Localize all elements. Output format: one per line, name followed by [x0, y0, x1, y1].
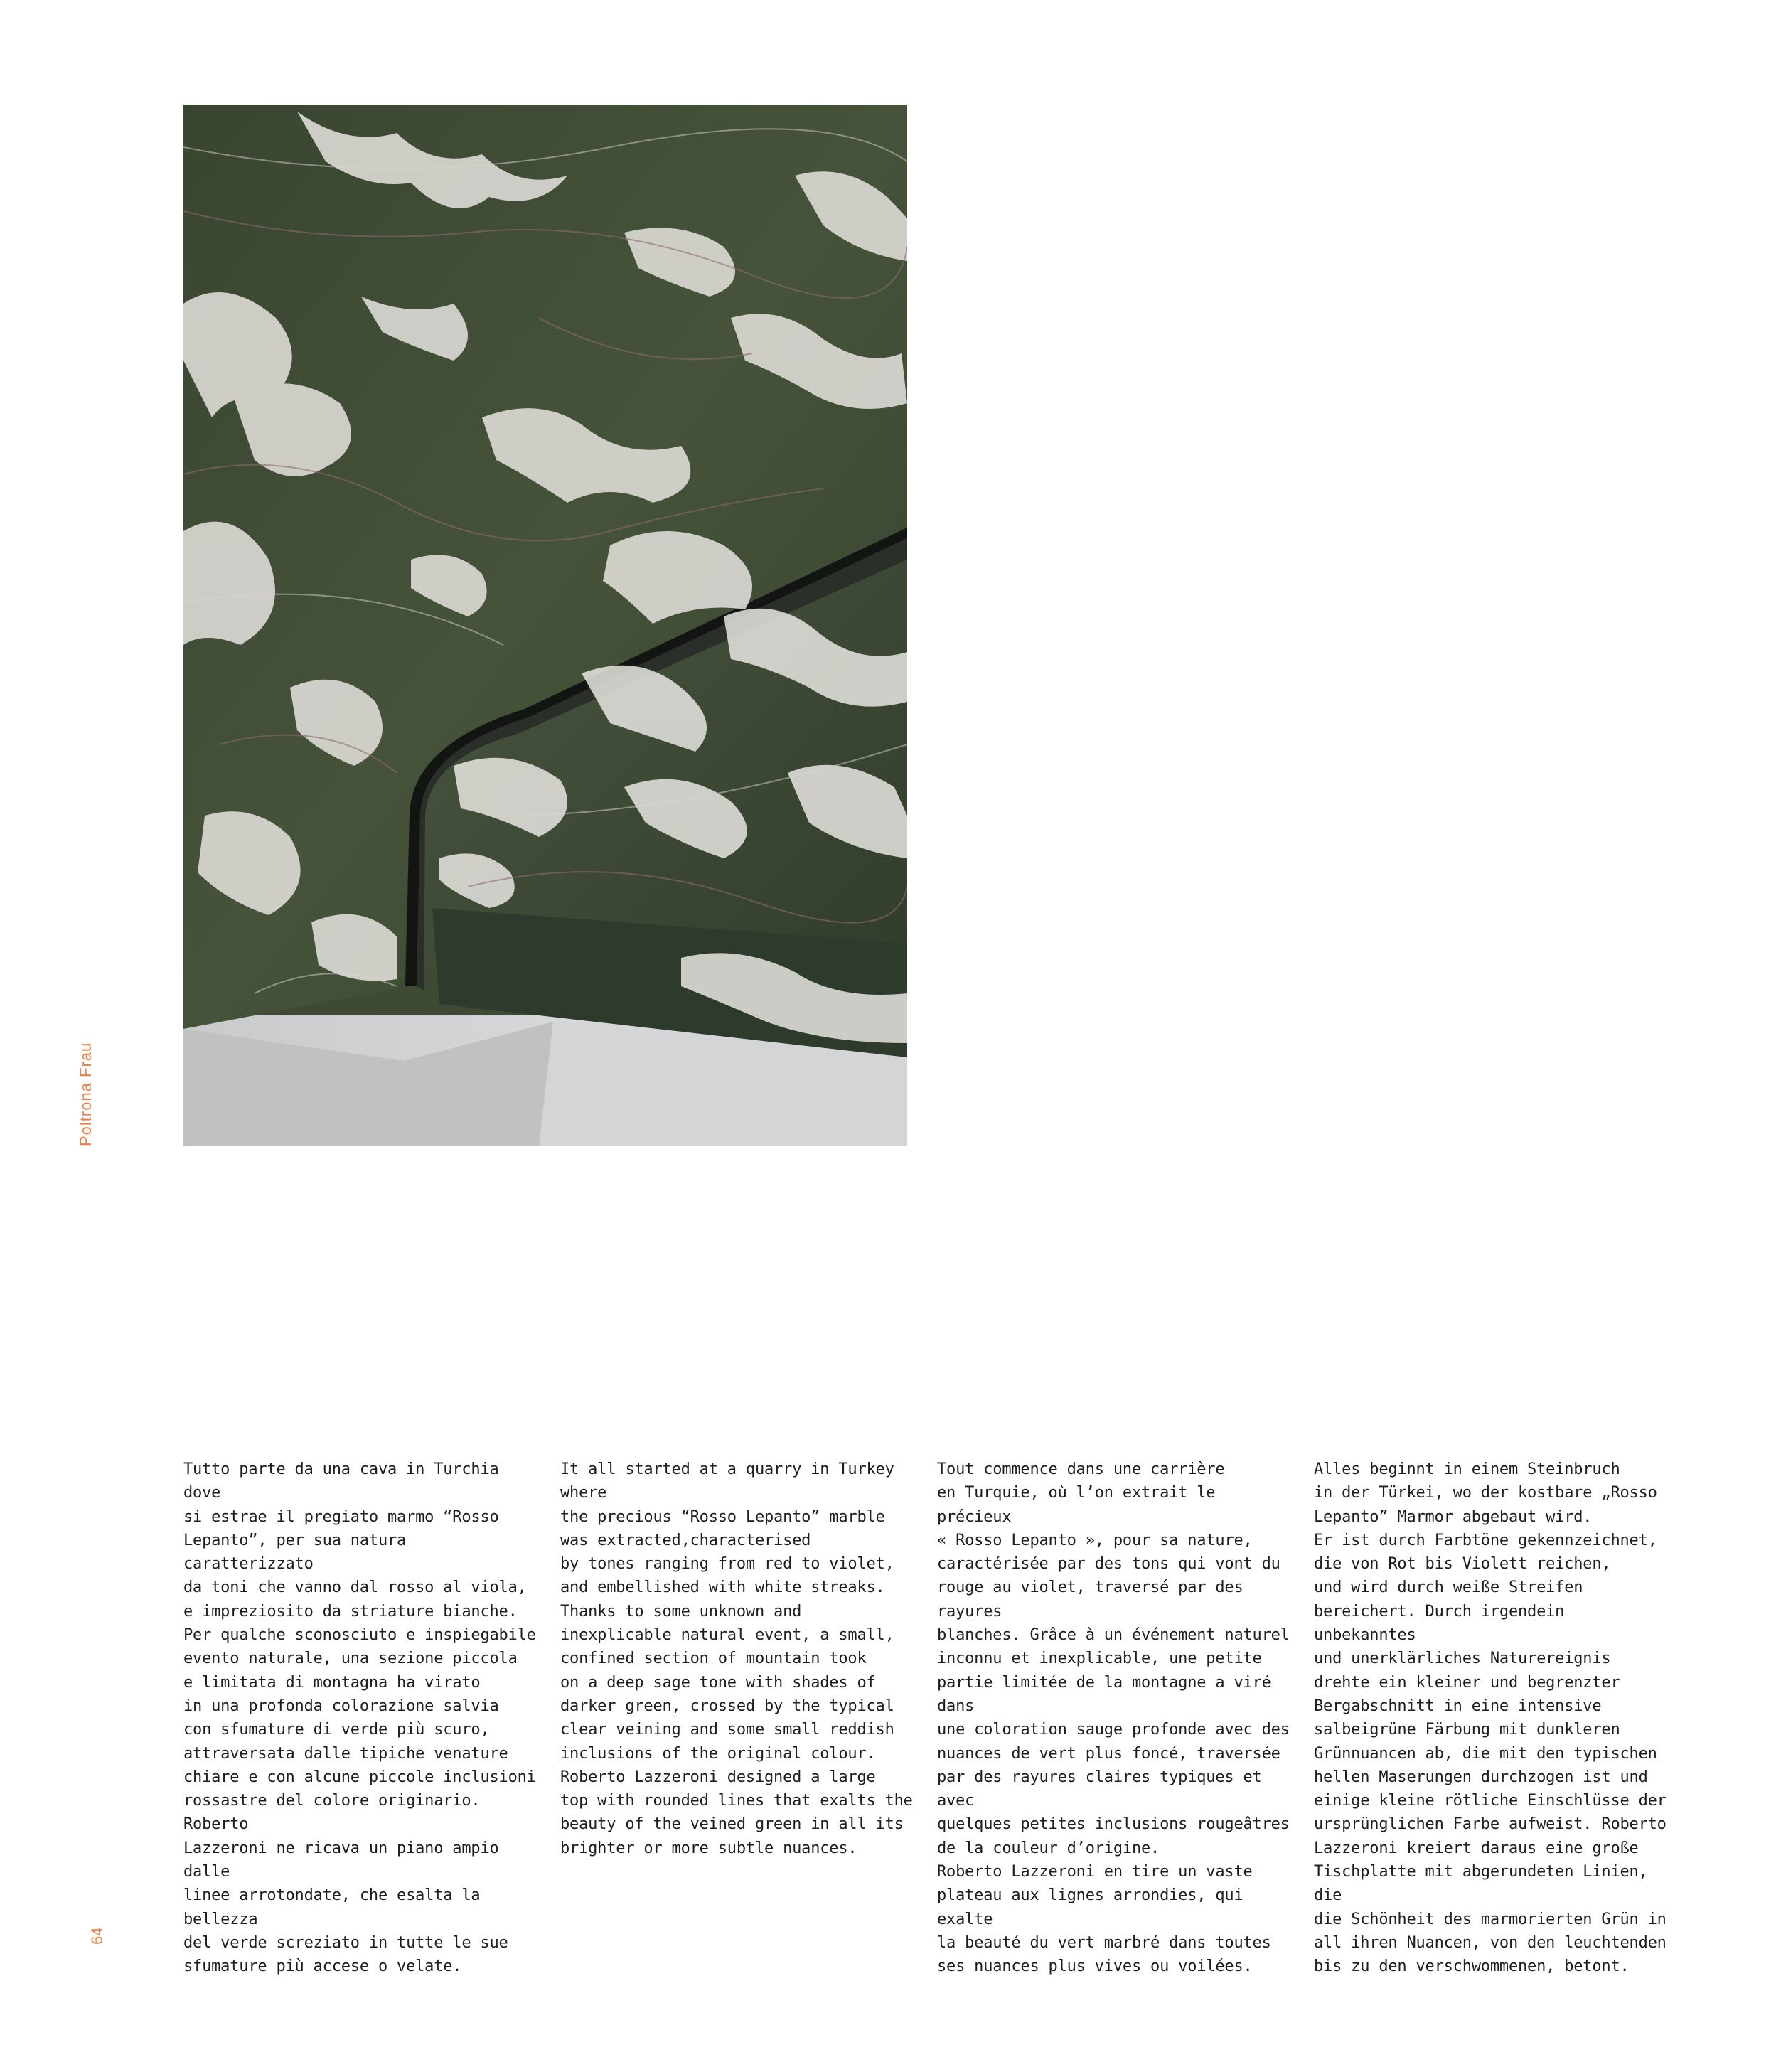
marble-photo-image — [183, 105, 907, 1146]
brand-label: Poltrona Frau — [77, 1042, 95, 1146]
text-german: Alles beginnt in einem Steinbruch in der Türkei, wo der kostbare „Rosso Lepanto” Marmor abgebaut wird. Er ist durch Farbtöne gekennzeichnet, die von Rot bis Violett reichen, und wird durch weiße Streifen bereichert. Durch irgendein unbekanntes und unerklärliches Naturereignis drehte ein kleiner und begrenzter Bergabschnitt in eine intensive salbeigrüne Färbung mit dunkleren Grünnuancen ab, die mit den typischen hellen Maserungen durchzogen ist und einige kleine rötliche Einschlüsse der ursprünglichen Farbe aufweist. Roberto Lazzeroni kreiert daraus eine große Tischplatte mit abgerundeten Linien, die die Schönheit des marmorierten Grün in all ihren Nuancen, von den leuchtenden bis zu den verschwommenen, betont. — [1314, 1460, 1667, 1976]
page-number: 64 — [88, 1927, 106, 1945]
marble-photo — [183, 105, 907, 1146]
text-italian: Tutto parte da una cava in Turchia dove si estrae il pregiato marmo “Rosso Lepanto”, per sua natura caratterizzato da toni che vanno dal rosso al viola, e impreziosito da striature bianche. Per qualche sconosciuto e inspiegabile evento naturale, una sezione piccola e limitata di montagna ha virato in una profonda colorazione salvia con sfumature di verde più scuro, attraversata dalle tipiche venature chiare e con alcune piccole inclusioni rossastre del colore originario. Roberto Lazzeroni ne ricava un piano ampio dalle linee arrotondate, che esalta la bellezza del verde screziato in tutte le sue sfumature più accese o velate. — [183, 1460, 536, 1976]
text-columns — [183, 1458, 1669, 1976]
text-french: Tout commence dans une carrière en Turquie, où l’on extrait le précieux « Rosso Lepanto », pour sa nature, caractérisée par des tons qui vont du rouge au violet, traversé par des rayures blanches. Grâce à un événement naturel inconnu et inexplicable, une petite partie limitée de la montagne a viré dans une coloration sauge profonde avec des nuances de vert plus foncé, traversée par des rayures claires typiques et avec quelques petites inclusions rougeâtres de la couleur d’origine. Roberto Lazzeroni en tire un vaste plateau aux lignes arrondies, qui exalte la beauté du vert marbré dans toutes ses nuances plus vives ou voilées. — [937, 1460, 1290, 1976]
text-english: It all started at a quarry in Turkey where the precious “Rosso Lepanto” marble was extracted,characterised by tones ranging from red to violet, and embellished with white streaks. Thanks to some unknown and inexplicable natural event, a small, confined section of mountain took on a deep sage tone with shades of darker green, crossed by the typical clear veining and some small reddish inclusions of the original colour. Roberto Lazzeroni designed a large top with rounded lines that exalts the beauty of the veined green in all its brighter or more subtle nuances. — [560, 1460, 913, 1857]
